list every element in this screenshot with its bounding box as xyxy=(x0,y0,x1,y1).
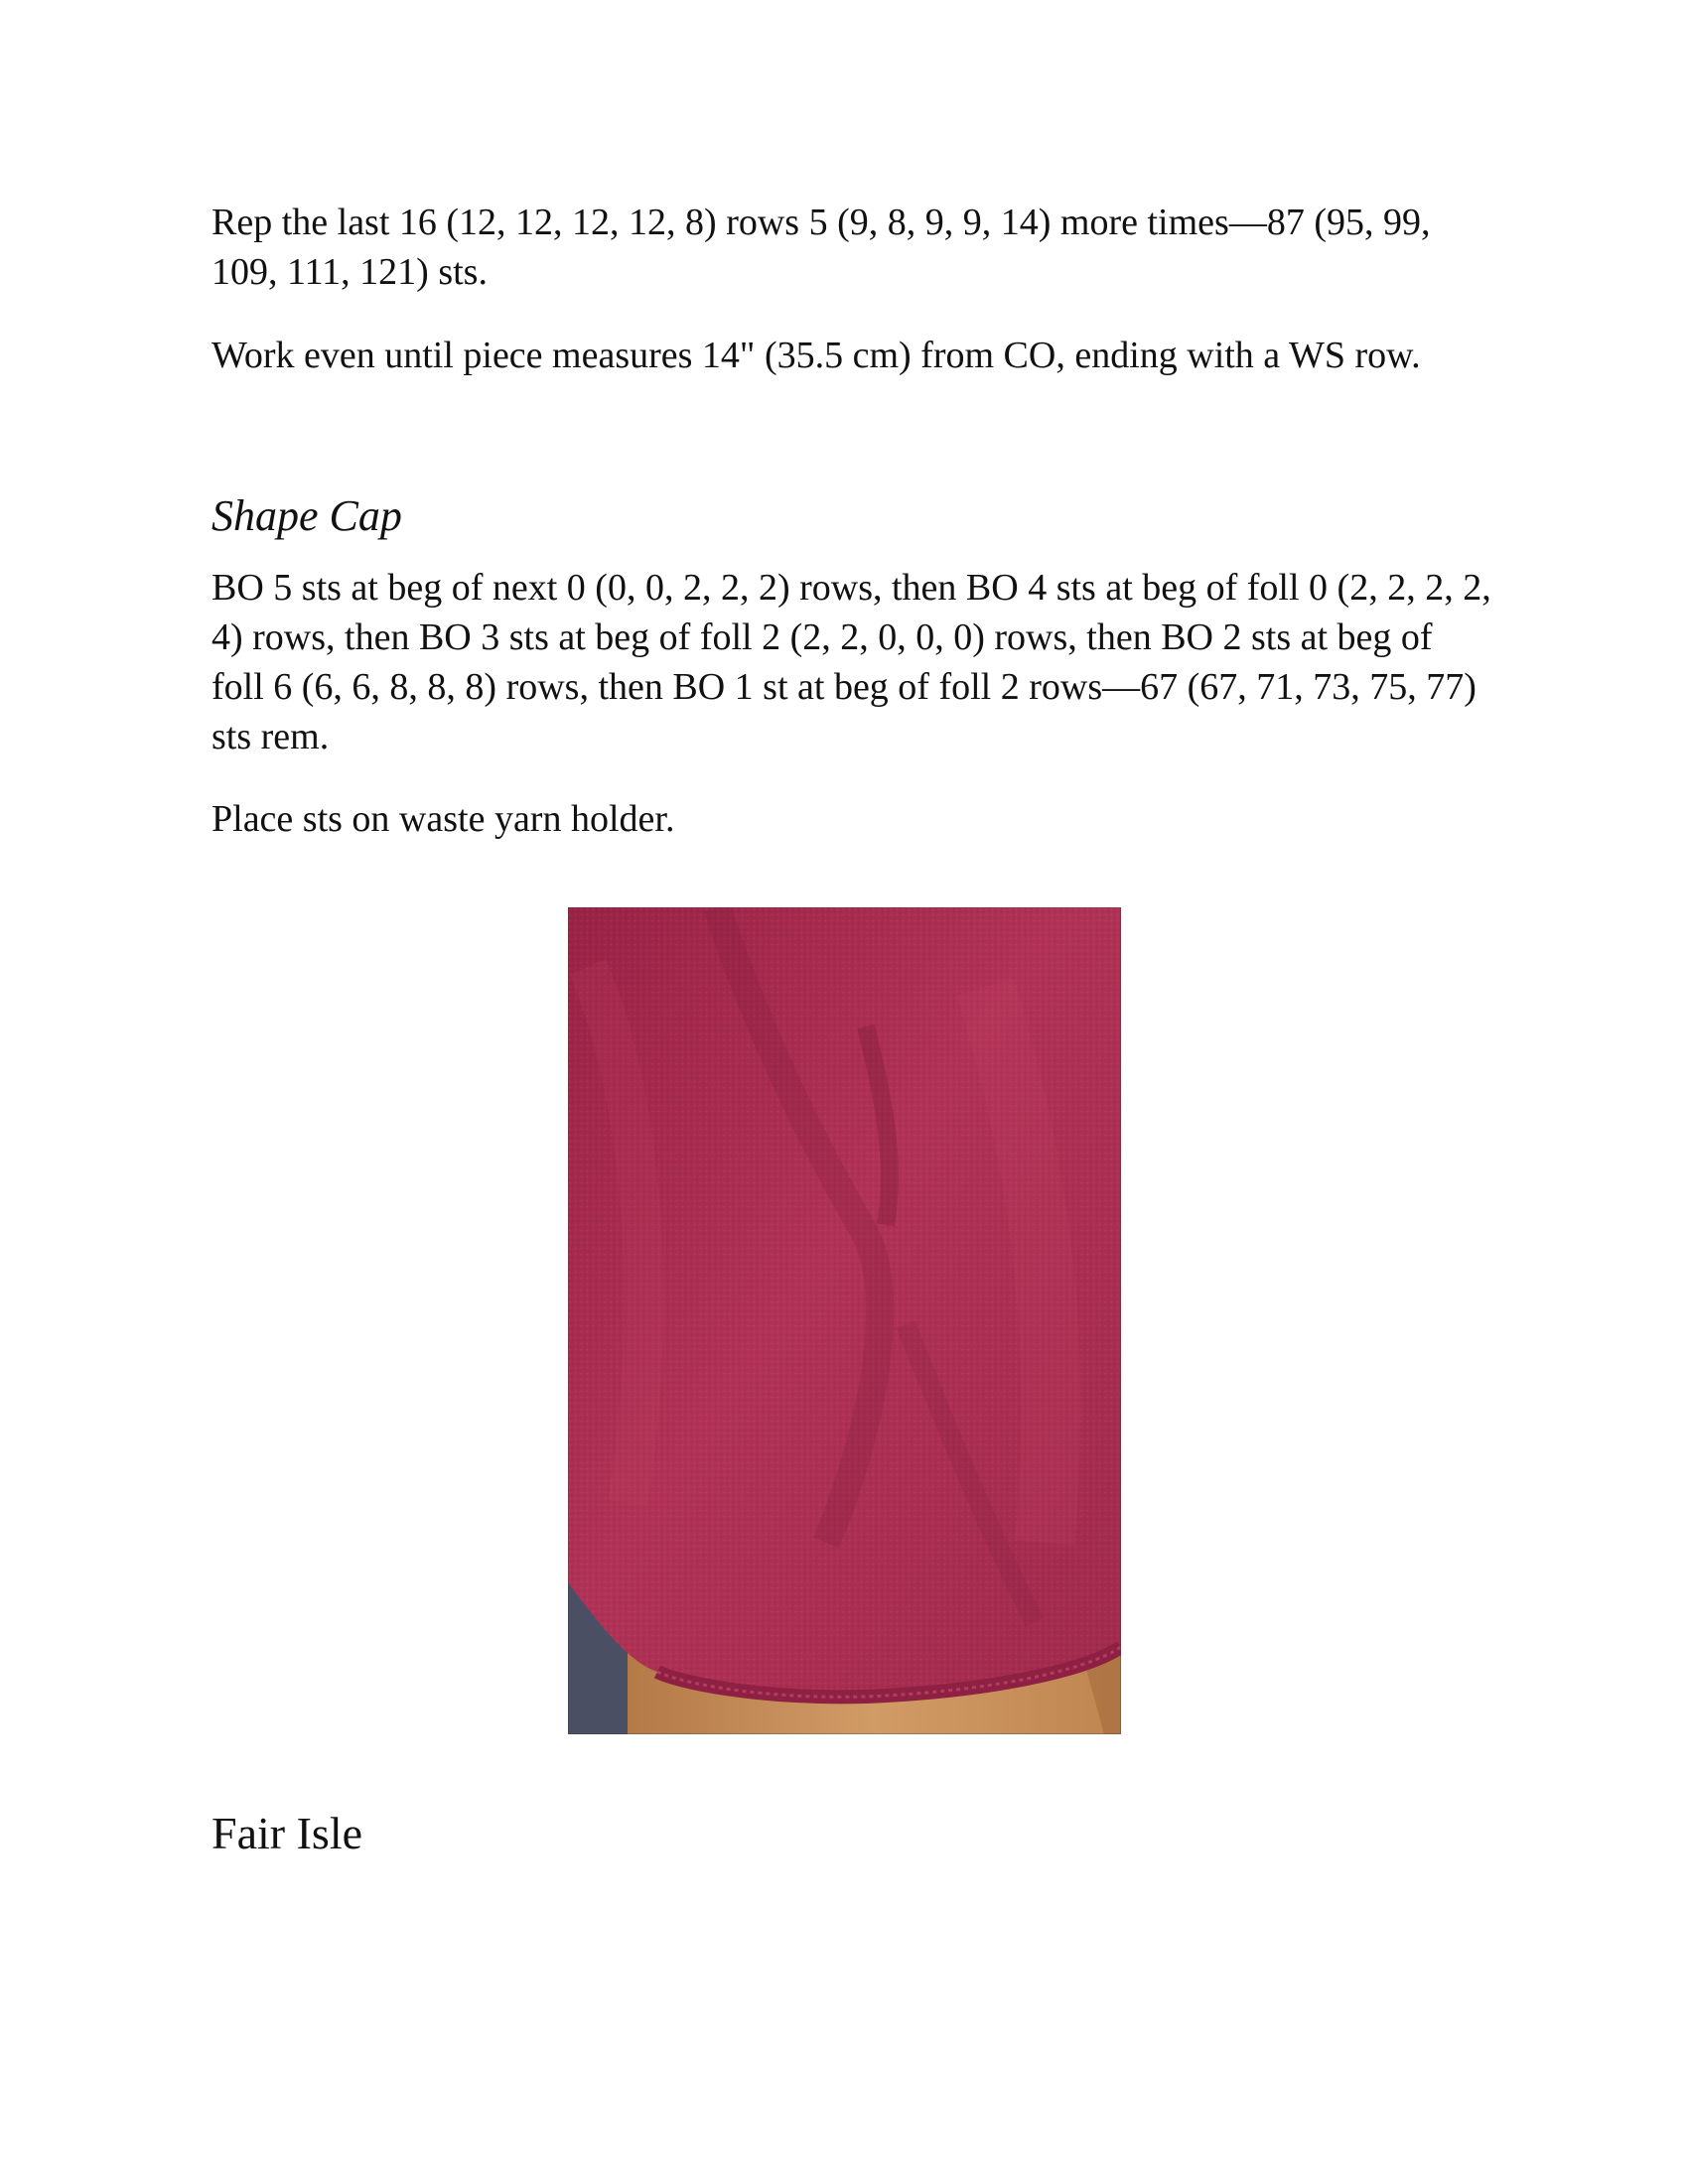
section-heading-shape-cap: Shape Cap xyxy=(211,491,402,540)
section-heading-fair-isle: Fair Isle xyxy=(211,1808,363,1858)
paragraph-bind-off: BO 5 sts at beg of next 0 (0, 0, 2, 2, 2) rows, then BO 4 sts at beg of foll 0 (2, 2, 2, 2, 4) rows, then BO 3 sts at beg of foll 2 (2, 2, 0, 0, 0) rows, then BO 2 sts at beg of foll 6 (6, 6, 8, 8, 8) rows, then BO 1 st at beg of foll 2 rows—67 (67, 71, 73, 75, 77) sts rem. xyxy=(211,567,1491,757)
paragraph-work-even: Work even until piece measures 14" (35.5 cm) from CO, ending with a WS row. xyxy=(211,335,1421,376)
paragraph-repeat-rows: Rep the last 16 (12, 12, 12, 12, 8) rows 5 (9, 8, 9, 9, 14) more times—87 (95, 99, 109, 111, 121) sts. xyxy=(211,202,1431,293)
paragraph-place-stitches: Place sts on waste yarn holder. xyxy=(211,798,675,840)
sweater-photo xyxy=(568,907,1121,1734)
